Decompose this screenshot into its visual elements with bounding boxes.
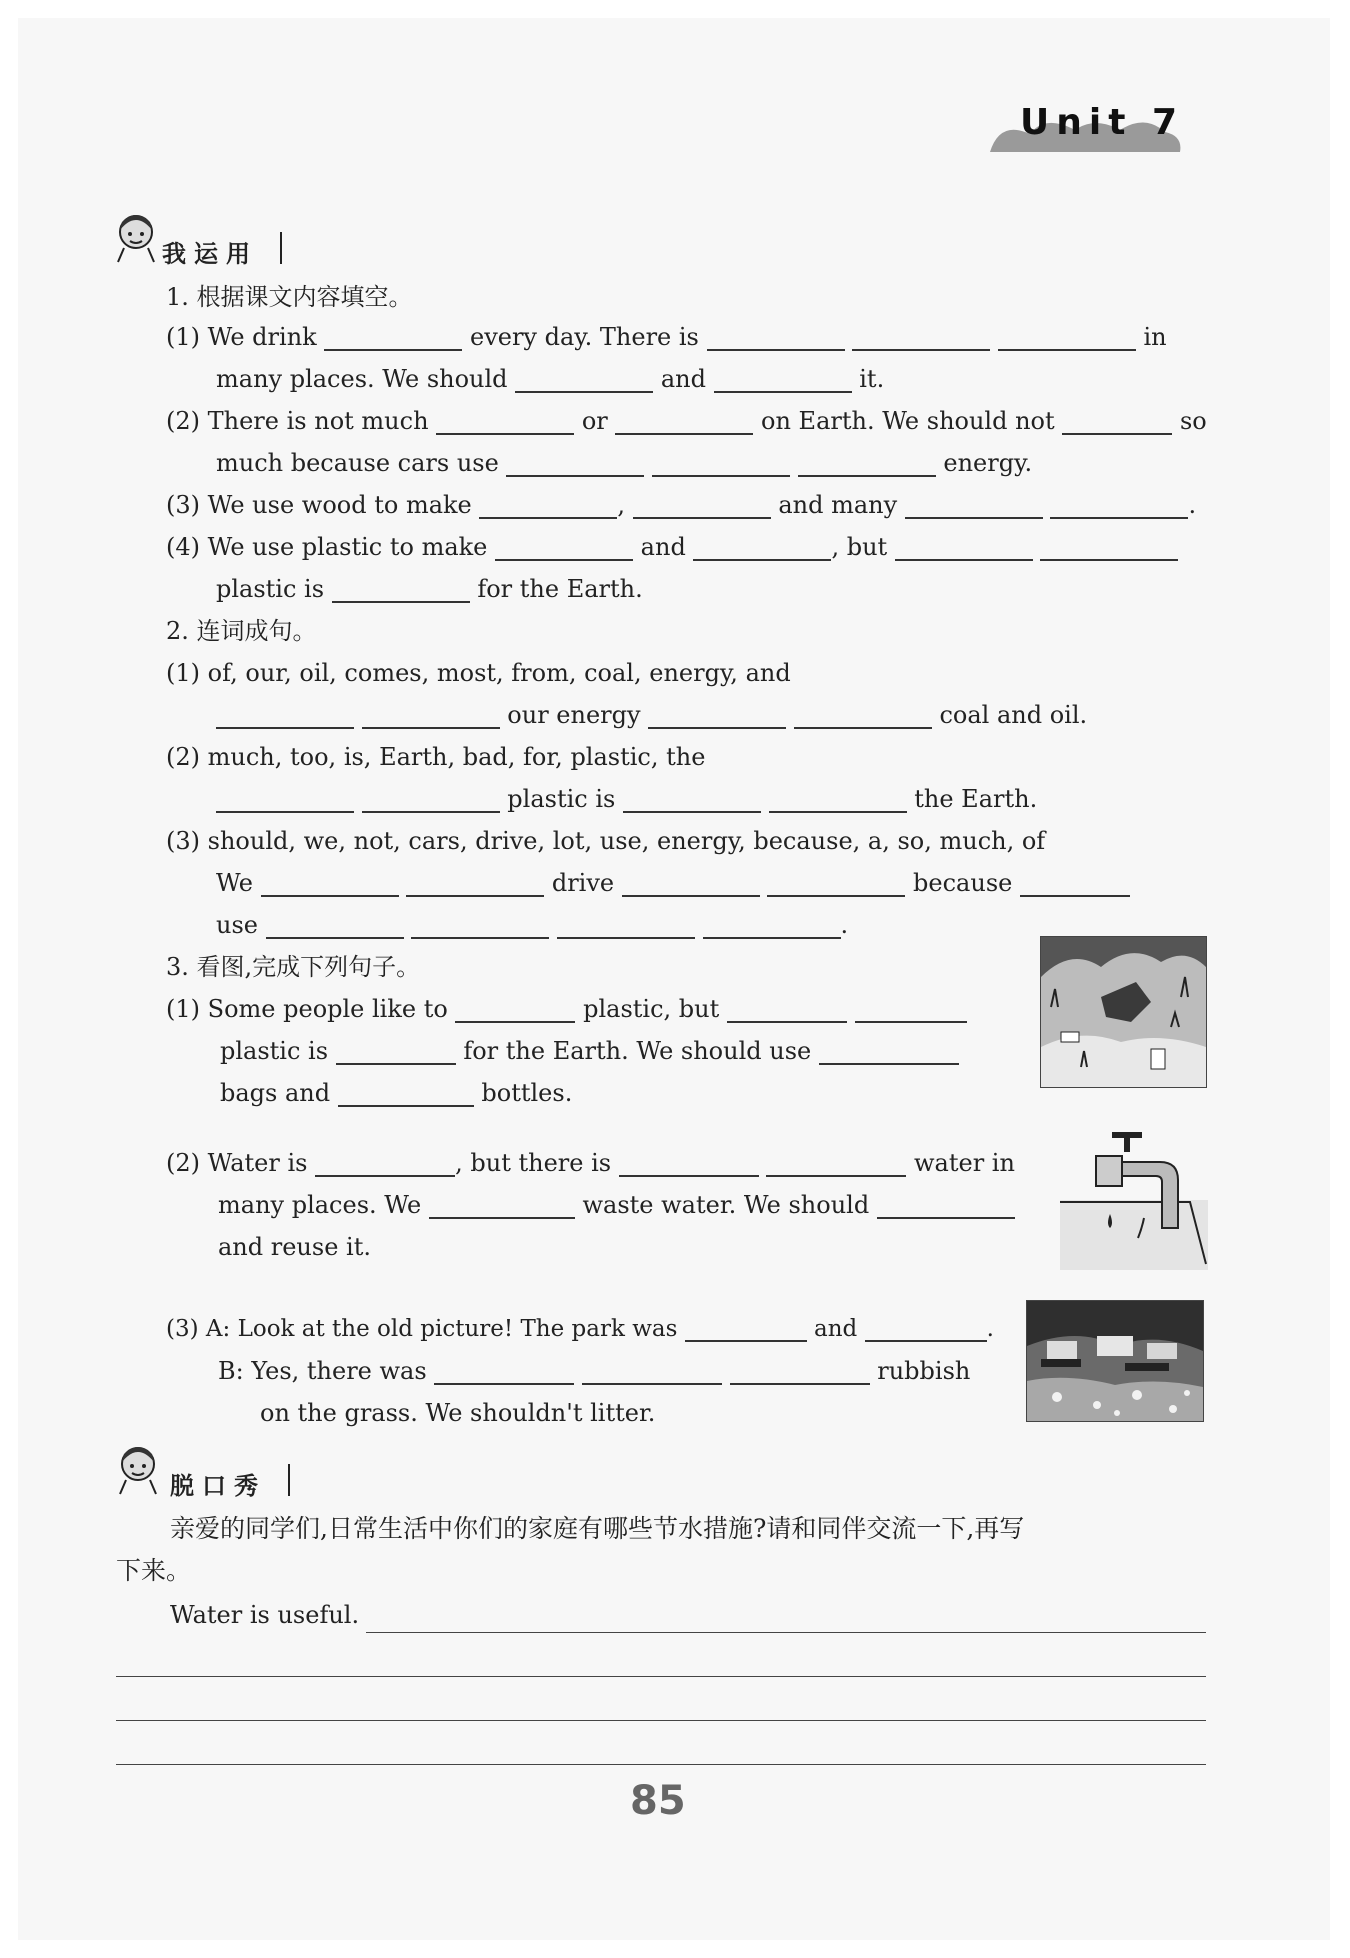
q1-s4-line2: plastic is for the Earth.: [216, 575, 643, 603]
answer-blank[interactable]: [819, 1063, 959, 1065]
answer-blank[interactable]: [429, 1217, 575, 1219]
answer-blank[interactable]: [623, 811, 761, 813]
answer-blank[interactable]: [515, 391, 653, 393]
answer-blank[interactable]: [685, 1340, 807, 1342]
answer-blank[interactable]: [703, 937, 841, 939]
answer-blank[interactable]: [362, 727, 500, 729]
answer-blank[interactable]: [411, 937, 549, 939]
q2-s1-words: (1) of, our, oil, comes, most, from, coal, energy, and: [166, 659, 791, 687]
answer-blank[interactable]: [1040, 559, 1178, 561]
answer-blank[interactable]: [707, 349, 845, 351]
answer-blank[interactable]: [557, 937, 695, 939]
answer-blank[interactable]: [582, 1383, 722, 1385]
writing-line[interactable]: [366, 1632, 1206, 1633]
answer-blank[interactable]: [798, 475, 936, 477]
answer-blank[interactable]: [714, 391, 852, 393]
answer-blank[interactable]: [362, 811, 500, 813]
q2-s2-words: (2) much, too, is, Earth, bad, for, plastic, the: [166, 743, 706, 771]
q1-title: 1. 根据课文内容填空。: [166, 283, 413, 311]
answer-blank[interactable]: [336, 1063, 456, 1065]
answer-blank[interactable]: [332, 601, 470, 603]
q3-s1-line2: plastic is for the Earth. We should use: [220, 1036, 959, 1066]
answer-blank[interactable]: [693, 559, 831, 561]
q1-s1-line1: (1) We drink every day. There is in: [166, 323, 1167, 351]
q3-s3-line2: B: Yes, there was rubbish: [218, 1357, 971, 1385]
answer-blank[interactable]: [479, 517, 617, 519]
answer-blank[interactable]: [1050, 517, 1188, 519]
q2-s3-answer-line2: use .: [216, 911, 849, 939]
answer-blank[interactable]: [434, 1383, 574, 1385]
talk-prompt-line2: 下来。: [116, 1556, 192, 1585]
answer-blank[interactable]: [338, 1105, 474, 1107]
answer-blank[interactable]: [436, 433, 574, 435]
answer-blank[interactable]: [769, 811, 907, 813]
q3-s1-line3: bags and bottles.: [220, 1079, 573, 1107]
q1-s2-line2: much because cars use energy.: [216, 449, 1033, 477]
answer-blank[interactable]: [877, 1217, 1015, 1219]
answer-blank[interactable]: [406, 895, 544, 897]
section-title-talk: 脱口秀: [170, 1472, 266, 1500]
q3-s1-line1: (1) Some people like to plastic, but: [166, 994, 967, 1024]
q3-s2-line2: many places. We waste water. We should: [218, 1190, 1015, 1220]
section-title-apply: 我运用: [162, 240, 258, 268]
q3-s3-line1: (3) A: Look at the old picture! The park was and .: [166, 1316, 994, 1342]
q2-s3-answer-line1: We drive because: [216, 868, 1130, 898]
answer-blank[interactable]: [622, 895, 760, 897]
answer-blank[interactable]: [1020, 895, 1130, 897]
answer-blank[interactable]: [895, 559, 1033, 561]
answer-blank[interactable]: [495, 559, 633, 561]
q1-s4-line1: (4) We use plastic to make and , but: [166, 532, 1178, 562]
answer-blank[interactable]: [324, 349, 462, 351]
q3-title: 3. 看图,完成下列句子。: [166, 953, 421, 981]
cartoon-girl-icon: [110, 208, 162, 264]
answer-blank[interactable]: [633, 517, 771, 519]
q2-s2-answer: plastic is the Earth.: [216, 784, 1037, 814]
answer-blank[interactable]: [852, 349, 990, 351]
answer-blank[interactable]: [865, 1340, 987, 1342]
page-number: 85: [630, 1778, 686, 1824]
cartoon-girl-icon: [112, 1440, 164, 1496]
writing-line[interactable]: [116, 1764, 1206, 1765]
messy-park-image: [1026, 1300, 1204, 1422]
answer-blank[interactable]: [455, 1021, 575, 1023]
answer-blank[interactable]: [216, 811, 354, 813]
answer-blank[interactable]: [730, 1383, 870, 1385]
writing-line[interactable]: [116, 1676, 1206, 1677]
q1-s3: (3) We use wood to make , and many .: [166, 491, 1197, 519]
dripping-tap-image: [1060, 1128, 1208, 1270]
q2-title: 2. 连词成句。: [166, 617, 317, 645]
answer-blank[interactable]: [315, 1175, 455, 1177]
q3-s3-line3: on the grass. We shouldn't litter.: [260, 1399, 656, 1427]
answer-blank[interactable]: [261, 895, 399, 897]
talk-prompt-line1: 亲爱的同学们,日常生活中你们的家庭有哪些节水措施?请和同伴交流一下,再写: [170, 1514, 1025, 1543]
section-divider: [288, 1464, 290, 1496]
answer-blank[interactable]: [652, 475, 790, 477]
writing-line[interactable]: [116, 1720, 1206, 1721]
q1-s2-line1: (2) There is not much or on Earth. We should not so: [166, 407, 1207, 435]
answer-blank[interactable]: [619, 1175, 759, 1177]
answer-blank[interactable]: [216, 727, 354, 729]
answer-blank[interactable]: [506, 475, 644, 477]
answer-blank[interactable]: [905, 517, 1043, 519]
q3-s2-line3: and reuse it.: [218, 1233, 371, 1261]
answer-blank[interactable]: [1062, 433, 1172, 435]
answer-blank[interactable]: [766, 1175, 906, 1177]
answer-blank[interactable]: [648, 727, 786, 729]
litter-scene-image: [1040, 936, 1207, 1088]
answer-blank[interactable]: [998, 349, 1136, 351]
answer-blank[interactable]: [855, 1021, 967, 1023]
answer-blank[interactable]: [615, 433, 753, 435]
q1-s1-line2: many places. We should and it.: [216, 365, 885, 393]
section-divider: [280, 232, 282, 264]
answer-blank[interactable]: [727, 1021, 847, 1023]
answer-blank[interactable]: [767, 895, 905, 897]
q2-s3-words: (3) should, we, not, cars, drive, lot, use, energy, because, a, so, much, of: [166, 827, 1046, 855]
answer-blank[interactable]: [794, 727, 932, 729]
answer-blank[interactable]: [266, 937, 404, 939]
talk-starter: Water is useful.: [170, 1601, 360, 1629]
q3-s2-line1: (2) Water is , but there is water in: [166, 1149, 1015, 1177]
q2-s1-answer: our energy coal and oil.: [216, 700, 1087, 730]
unit-title: Unit 7: [1020, 102, 1184, 143]
